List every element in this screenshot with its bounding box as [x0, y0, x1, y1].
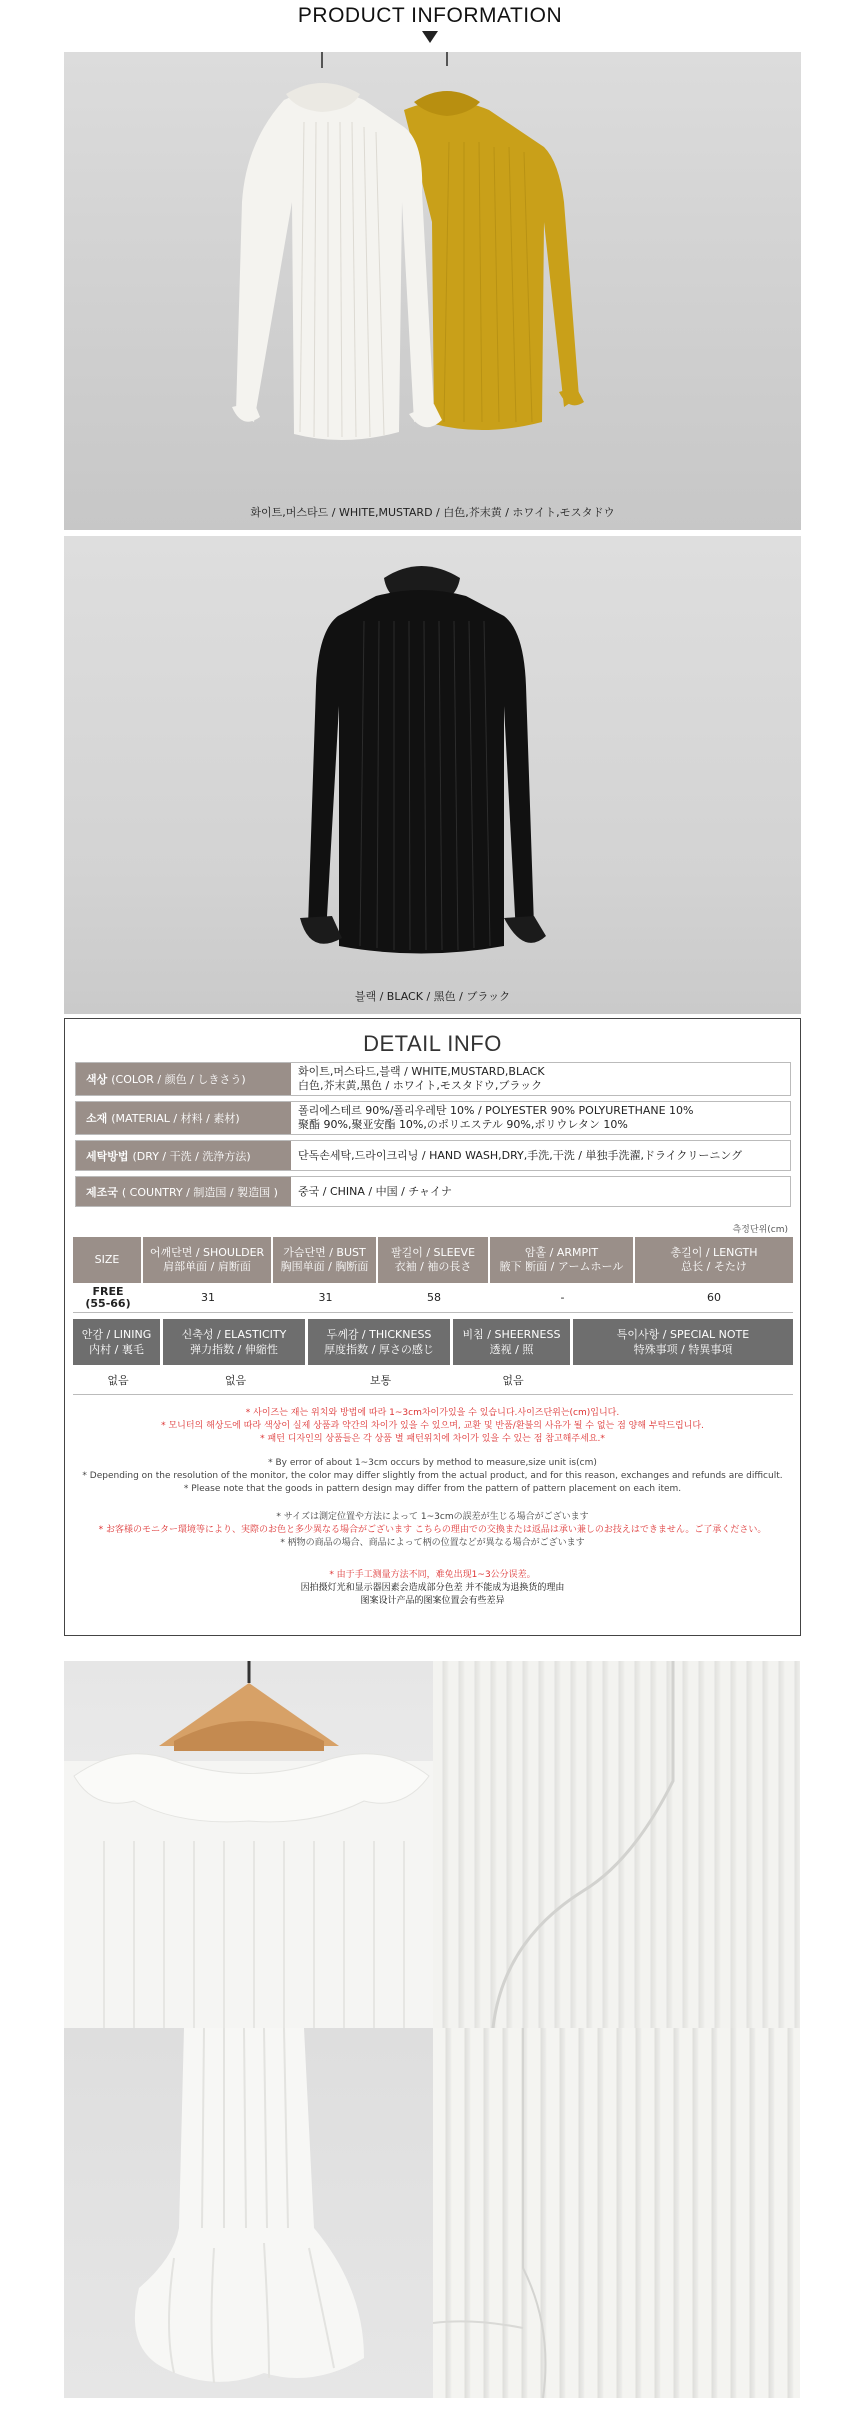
header-line2: 腋下 断面 / アームホール [499, 1260, 624, 1273]
info-label-rest: (DRY / 干洗 / 洗浄方法) [132, 1149, 251, 1163]
sweater-black-illustration [64, 536, 801, 1014]
header-line1: 안감 / LINING [81, 1328, 152, 1341]
header-line2: 肩部单面 / 肩断面 [163, 1260, 251, 1273]
header-line1: 암홀 / ARMPIT [524, 1246, 599, 1259]
header-line1: 두께감 / THICKNESS [326, 1328, 432, 1341]
down-arrow-icon [422, 31, 438, 43]
header-line2: 衣袖 / 袖の長さ [394, 1260, 472, 1273]
size-table-row [73, 1283, 793, 1313]
header-line2: 特殊事项 / 特異事項 [633, 1343, 733, 1356]
closeup-collar-photo [64, 1661, 433, 2028]
photo-caption-1: 화이트,머스타드 / WHITE,MUSTARD / 白色,芥末黄 / ホワイト,モスタドウ [250, 506, 615, 519]
info-row-material [75, 1101, 791, 1135]
size-range: (55-66) [85, 1297, 131, 1310]
note-line: * サイズは測定位置や方法によって 1~3cmの誤差が生じる場合がございます [276, 1512, 589, 1522]
header-line1: 어깨단면 / SHOULDER [149, 1246, 265, 1259]
info-label-color [76, 1063, 291, 1095]
info-label-ko: 색상 [86, 1073, 108, 1086]
info-label-ko: 제조국 [86, 1185, 118, 1199]
info-line: 중국 / CHINA / 中国 / チャイナ [298, 1184, 452, 1198]
info-label-rest: (MATERIAL / 材料 / 素材) [111, 1112, 240, 1125]
detail-info-title: DETAIL INFO [363, 1031, 502, 1056]
notes-chinese [65, 1569, 800, 1608]
feature-cell-sheerness: 없음 [502, 1374, 524, 1387]
photo-caption-2: 블랙 / BLACK / 黑色 / ブラック [354, 990, 511, 1003]
closeup-hem-photo [433, 2028, 800, 2398]
info-value-country [298, 1177, 786, 1206]
detail-info-panel [64, 1018, 801, 1636]
info-value-washing [298, 1141, 786, 1170]
note-line: * 사이즈는 재는 위치와 방법에 따라 1~3cm차이가있을 수 있습니다.사이즈단위는(cm)입니다. [245, 1408, 620, 1418]
product-photo-black [64, 536, 801, 1014]
info-line: 단독손세탁,드라이크리닝 / HAND WASH,DRY,手洗,干洗 / 単独手洗濯,ドライクリーニング [298, 1148, 743, 1162]
info-label-ko: 세탁방법 [86, 1149, 129, 1163]
info-value-color [298, 1063, 786, 1095]
page-title: PRODUCT INFORMATION [297, 4, 563, 27]
header-line2: 弹力指数 / 伸縮性 [190, 1343, 278, 1356]
header-line2: 总长 / そたけ [681, 1260, 747, 1273]
feature-table-row [73, 1365, 793, 1395]
header-line2: 透视 / 照 [489, 1343, 534, 1356]
info-label-washing [76, 1141, 291, 1170]
size-name: FREE [92, 1285, 124, 1298]
info-label-rest: ( COUNTRY / 制造国 / 製造国 ) [121, 1185, 278, 1199]
feature-header-lining [73, 1319, 163, 1365]
header-line1: SIZE [94, 1253, 120, 1266]
feature-cell-special-note [573, 1365, 793, 1395]
note-line: * 모니터의 해상도에 따라 색상이 실제 상품과 약간의 차이가 있을 수 있으며, 교환 및 반품/환불의 사유가 될 수 없는 점 양해 부탁드립니다. [161, 1421, 704, 1431]
collar-closeup-illustration [64, 1661, 433, 2028]
size-header-shoulder [143, 1237, 273, 1283]
size-header-bust [273, 1237, 378, 1283]
info-row-country [75, 1176, 791, 1207]
notes-english [65, 1457, 800, 1496]
header-line1: 신축성 / ELASTICITY [181, 1328, 287, 1341]
info-row-washing [75, 1140, 791, 1171]
size-cell-shoulder: 31 [201, 1291, 215, 1304]
note-line: * Please note that the goods in pattern design may differ from the pattern of pattern placement on each item. [183, 1484, 682, 1494]
armhole-seam-illustration [433, 1661, 800, 2028]
size-table-header [73, 1237, 793, 1283]
feature-header-special-note [573, 1319, 793, 1365]
size-header-armpit [490, 1237, 635, 1283]
notes-korean [65, 1407, 800, 1446]
note-line: * お客様のモニター環境等により、実際のお色と多少異なる場合がございます こちらの理由での交換または返品は承い兼しのお技えはできません。ご了承ください。 [98, 1525, 767, 1535]
header-line2: 内村 / 裏毛 [89, 1343, 144, 1356]
header-line1: 총길이 / LENGTH [670, 1246, 758, 1259]
info-value-material [298, 1102, 786, 1134]
size-cell-armpit: - [560, 1291, 565, 1304]
header-line1: 특이사항 / SPECIAL NOTE [616, 1328, 750, 1341]
hem-illustration [433, 2028, 800, 2398]
feature-header-elasticity [163, 1319, 308, 1365]
feature-table-header [73, 1319, 793, 1365]
closeup-cuff-photo [64, 2028, 433, 2398]
product-photo-white-mustard [64, 52, 801, 530]
header-line1: 팔길이 / SLEEVE [390, 1246, 476, 1259]
info-label-rest: (COLOR / 颜色 / しきさう) [111, 1073, 246, 1086]
info-label-country [76, 1177, 291, 1206]
header-line2: 厚度指数 / 厚さの感じ [324, 1343, 434, 1356]
size-cell-free [73, 1283, 143, 1313]
info-line: 聚酯 90%,聚亚安酯 10%,のポリエステル 90%,ポリウレタン 10% [298, 1118, 628, 1131]
size-header-size [73, 1237, 143, 1283]
header-line1: 비침 / SHEERNESS [462, 1328, 561, 1341]
info-row-color [75, 1062, 791, 1096]
info-label-ko: 소재 [86, 1112, 108, 1125]
closeup-armhole-photo [433, 1661, 800, 2028]
feature-header-thickness [308, 1319, 453, 1365]
size-cell-bust: 31 [318, 1291, 333, 1304]
note-line: * 패턴 디자인의 상품들은 각 상품 별 패턴위치에 차이가 있을 수 있는 점 참고해주세요.* [260, 1434, 605, 1444]
note-line: * 柄物の商品の場合、商品によって柄の位置などが異なる場合がございます [280, 1538, 585, 1548]
header-line2: 胸围单面 / 胸断面 [280, 1260, 369, 1273]
size-cell-sleeve: 58 [427, 1291, 441, 1304]
header-line1: 가슴단면 / BUST [283, 1246, 366, 1259]
feature-cell-lining: 없음 [107, 1374, 129, 1387]
note-line: * 由于手工测量方法不同，难免出现1~3公分误差。 [329, 1570, 536, 1580]
size-cell-length: 60 [707, 1291, 721, 1304]
info-line: 白色,芥末黄,黑色 / ホワイト,モスタドウ,ブラック [298, 1079, 543, 1092]
cuff-ruffle-illustration [64, 2028, 433, 2398]
size-header-sleeve [378, 1237, 490, 1283]
info-line: 폴리에스테르 90%/폴리우레탄 10% / POLYESTER 90% POLYURETHANE 10% [298, 1104, 694, 1117]
feature-cell-thickness: 보통 [369, 1374, 392, 1387]
size-header-length [635, 1237, 793, 1283]
info-label-material [76, 1102, 291, 1134]
feature-header-sheerness [453, 1319, 573, 1365]
feature-cell-elasticity: 없음 [224, 1374, 247, 1387]
notes-japanese [65, 1511, 800, 1550]
note-line: * Depending on the resolution of the monitor, the color may differ slightly from the actual product, and for this reason, exchanges and refunds are difficult. [82, 1471, 783, 1481]
sweaters-white-mustard-illustration [64, 52, 801, 530]
note-line: 图案设计产品的图案位置会有些差异 [360, 1596, 505, 1606]
info-line: 화이트,머스타드,블랙 / WHITE,MUSTARD,BLACK [298, 1065, 545, 1078]
note-line: 因拍摄灯光和显示器因素会造成部分色差 并不能成为退换货的理由 [300, 1583, 565, 1593]
note-line: * By error of about 1~3cm occurs by method to measure,size unit is(cm) [268, 1458, 597, 1468]
unit-note: 측정단위(cm) [732, 1225, 788, 1235]
